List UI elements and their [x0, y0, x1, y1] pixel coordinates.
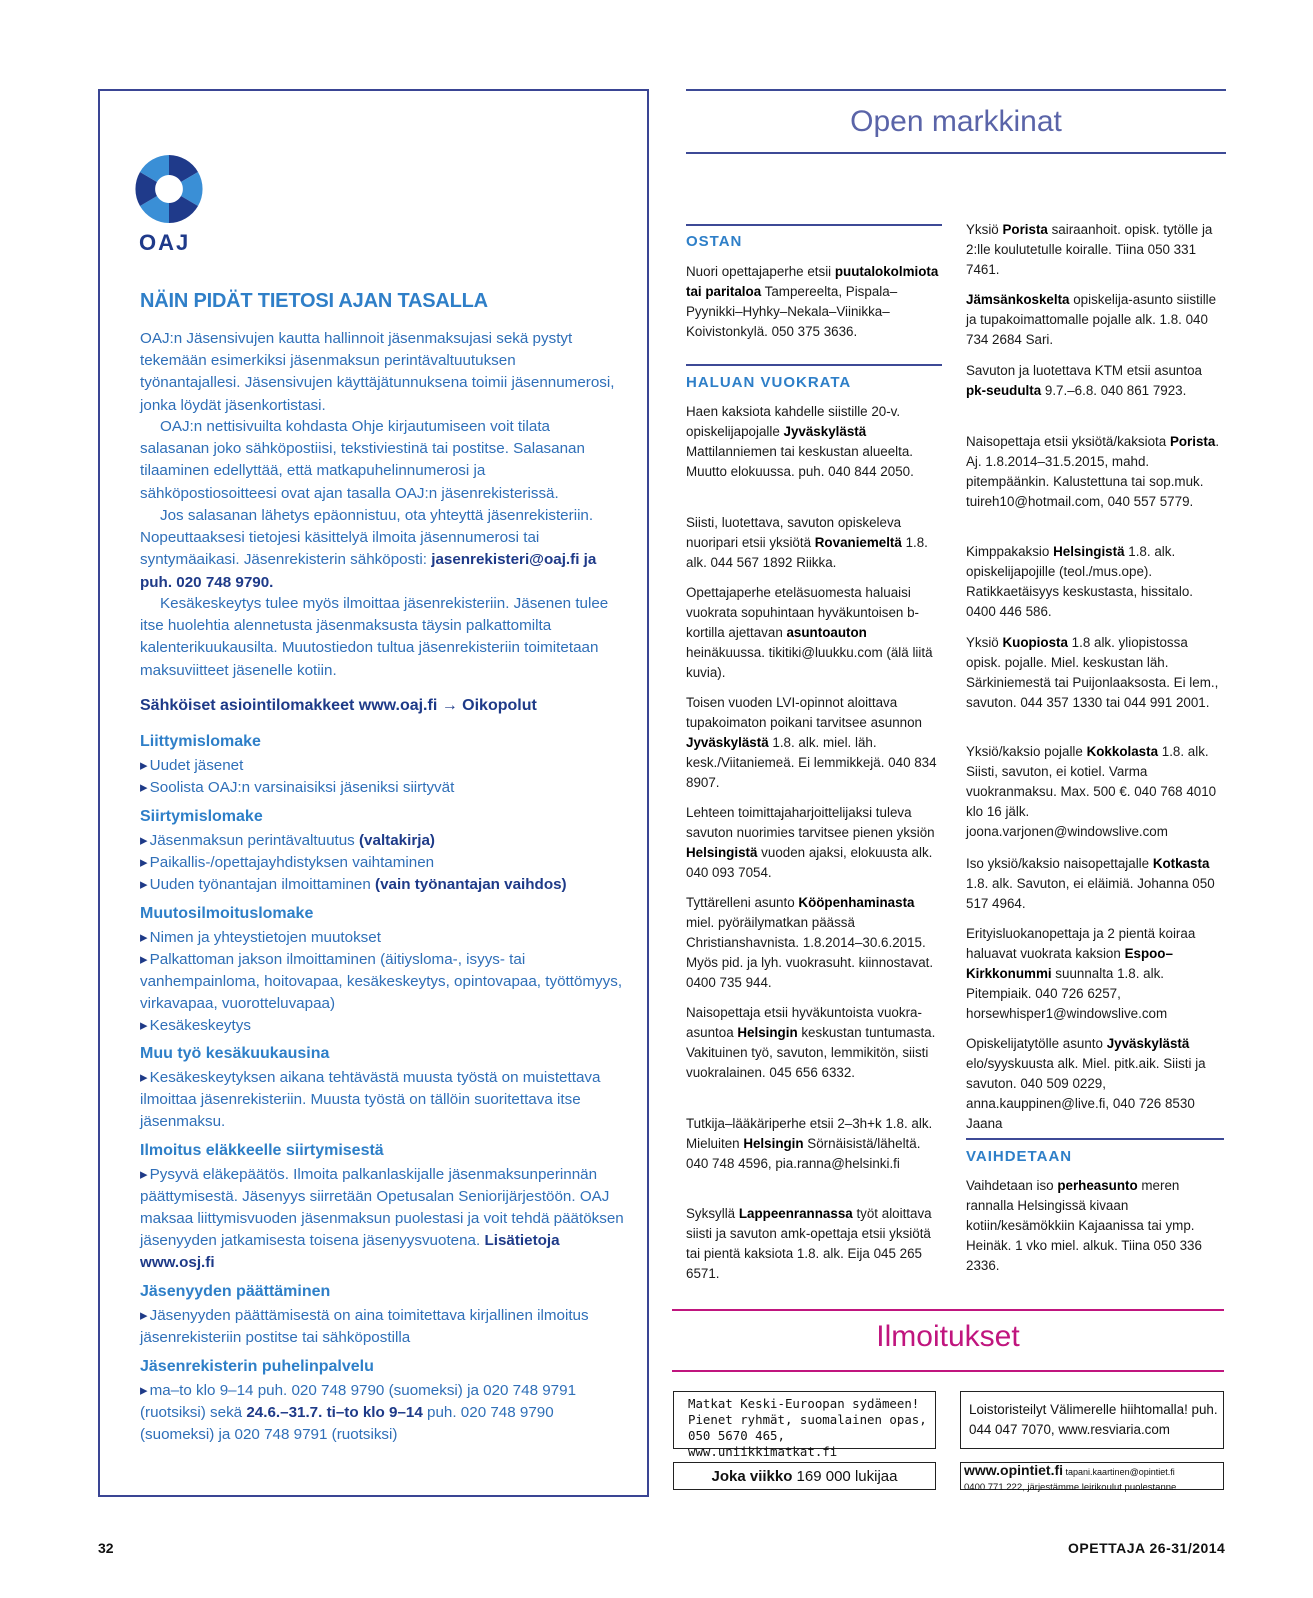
ad-vaihdetaan: Vaihdetaan iso perheasunto meren rannalla Helsingissä kivaan kotiin/kesämökkiin Kajaanissa tai ymp. Heinäk. 1 vko miel. alkuk. Tiina 050 336 2336.	[966, 1178, 1202, 1273]
list-item-emphasis: 24.6.–31.7. ti–to klo 9–14	[246, 1404, 423, 1421]
paragraph-kesakeskeytys: Kesäkeskeytys tulee myös ilmoittaa jäsenrekisteriin. Jäsenen tulee itse huolehtia alennetusta jäsenmaksusta täysin palkattomilta kalenterikuukausilta. Muutostiedon tultua jäsenrekisteriin toimitetaan maksuviitteet jäsenelle kotiin.	[140, 595, 609, 679]
list-item: ▸ Soolista OAJ:n varsinaisiksi jäseniksi siirtyvät	[140, 777, 630, 799]
ad-vuokra-8: Tutkija–lääkäriperhe etsii 2–3h+k 1.8. alk. Mieluiten Helsingin Sörnäisistä/läheltä. 040 748 4596, pia.ranna@helsinki.fi	[686, 1116, 933, 1171]
paragraph-jasensivut: OAJ:n Jäsensivujen kautta hallinnoit jäsenmaksujasi sekä pystyt tekemään esimerkiksi jäsenmaksun perintävaltuutuksen työnantajallesi. Jäsensivujen käyttäjätunnuksena toimii jäsennumerosi, jonka löydät jäsenkortistasi.	[140, 330, 615, 414]
ad-box-uniikkimatkat: Matkat Keski-Euroopan sydämeen! Pienet ryhmät, suomalainen opas, 050 5670 465, www.uniikkimatkat.fi	[673, 1391, 936, 1449]
list-item	[140, 830, 630, 852]
list-item: ▸ Nimen ja yhteystietojen muutokset	[140, 927, 630, 949]
ad-vuokra-18: Erityisluokanopettaja ja 2 pientä koiraa haluavat vuokrata kaksion Espoo–Kirkkonummi suunnalta 1.8. alk. Pitempiaik. 040 726 6257, horsewhisper1@windowslive.com	[966, 926, 1196, 1021]
ad-ostan-1: Nuori opettajaperhe etsii puutalokolmiota tai paritaloa Tampereelta, Pispala–Pyynikki–Hyhky–Nekala–Viinikka–Koivistonkylä. 050 375 3636.	[686, 264, 939, 339]
puhelinpalvelu-list	[140, 1380, 630, 1446]
ilmoitukset-top-rule	[672, 1309, 1224, 1311]
list-item	[140, 874, 630, 896]
opintiet-link[interactable]: www.opintiet.fi	[964, 1462, 1064, 1478]
ad-vuokra-19: Opiskelijatytölle asunto Jyväskylästä elo/syyskuusta alk. Miel. pitk.aik. Siisti ja savuton. 040 509 0229, anna.kauppinen@live.fi, 040 726 8530 Jaana	[966, 1036, 1206, 1131]
ad-vuokra-14: Kimppakaksio Helsingistä 1.8. alk. opiskelijapojille (teol./mus.ope). Ratikkaetäisyys keskustasta, hissitalo. 0400 446 586.	[966, 544, 1193, 619]
register-email-link[interactable]: jasenrekisteri@oaj.fi ja puh. 020 748 9790.	[140, 551, 597, 591]
ilmoitukset-title: Ilmoitukset	[876, 1320, 1020, 1353]
ostan-heading: OSTAN	[686, 233, 743, 250]
ad-vuokra-10: Yksiö Porista sairaanhoit. opisk. tytölle ja 2:lle koulutetulle koiralle. Tiina 050 331 7461.	[966, 222, 1213, 277]
ad-vuokra-3: Opettajaperhe eteläsuomesta haluaisi vuokrata sopuhintaan hyväkuntoisen b-kortilla ajettavan asuntoauton heinäkuussa. tikitiki@luukku.com (älä liitä kuvia).	[686, 585, 933, 680]
ad-vuokra-4: Toisen vuoden LVI-opinnot aloittava tupakoimaton poikani tarvitsee asunnon Jyväskylästä 1.8. alk. miel. läh. kesk./Viitaniemeä. Ei lemmikkejä. 040 834 8907.	[686, 695, 937, 790]
top-rule	[686, 89, 1226, 91]
ad-box-readers	[673, 1462, 936, 1490]
ad-vuokra-12: Savuton ja luotettava KTM etsii asuntoa pk-seudulta 9.7.–6.8. 040 861 7923.	[966, 363, 1202, 398]
open-markkinat-title: Open markkinat	[850, 105, 1062, 138]
section-puhelinpalvelu-title: Jäsenrekisterin puhelinpalvelu	[140, 1358, 374, 1375]
section-elake-title: Ilmoitus eläkkeelle siirtymisestä	[140, 1142, 384, 1159]
page-number: 32	[98, 1540, 114, 1556]
ad-vuokra-2: Siisti, luotettava, savuton opiskeleva nuoripari etsii yksiötä Rovaniemeltä 1.8. alk. 044 567 1892 Riikka.	[686, 515, 928, 570]
info-heading: NÄIN PIDÄT TIETOSI AJAN TASALLA	[140, 290, 488, 312]
ad-vuokra-17: Iso yksiö/kaksio naisopettajalle Kotkasta 1.8. alk. Savuton, ei eläimiä. Johanna 050 517 4964.	[966, 856, 1215, 911]
opintiet-email: tapani.kaartinen@opintiet.fi	[1063, 1467, 1175, 1477]
list-item	[140, 1164, 630, 1274]
list-item: ▸ Uudet jäsenet	[140, 755, 630, 777]
logo-wordmark: OAJ	[139, 230, 191, 255]
section-muu-tyo-title: Muu työ kesäkuukausina	[140, 1045, 330, 1062]
elake-list	[140, 1164, 630, 1274]
paragraph-yhteys-text: Jos salasanan lähetys epäonnistuu, ota yhteyttä jäsenrekisteriin. Nopeuttaaksesi tietojesi käsittelyä ilmoita jäsennumerosi tai syntymäaikasi. Jäsenrekisterin sähköposti:	[140, 507, 594, 569]
muutosilmoitus-list	[140, 927, 630, 1037]
vaihdetaan-rule	[966, 1138, 1224, 1140]
ostan-rule	[686, 224, 942, 226]
ad-vuokra-11: Jämsänkoskelta opiskelija-asunto siistille ja tupakoimattomalle pojalle alk. 1.8. 040 734 2684 Sari.	[966, 292, 1217, 347]
readers-label: Joka viikko	[711, 1468, 793, 1485]
list-item-text: ma–to klo 9–14 puh. 020 748 9790 (suomeksi) ja 020 748 9791 (ruotsiksi) sekä	[140, 1382, 577, 1421]
ad-vuokra-15: Yksiö Kuopiosta 1.8 alk. yliopistossa opisk. pojalle. Miel. keskustan läh. Särkiniemestä tai Puijonlaaksosta. Ei lem., savuton. 044 357 1330 tai 044 991 2001.	[966, 635, 1219, 710]
list-item-text: Uuden työnantajan ilmoittaminen	[149, 876, 376, 893]
ad-vuokra-5: Lehteen toimittajaharjoittelijaksi tuleva savuton nuorimies tarvitsee pienen yksiön Helsingistä vuoden ajaksi, elokuusta alk. 040 093 7054.	[686, 805, 935, 880]
forms-link-line[interactable]: Sähköiset asiointilomakkeet www.oaj.fi → Oikopolut	[140, 697, 537, 714]
paattaminen-list	[140, 1305, 630, 1349]
muu-tyo-list	[140, 1067, 630, 1133]
list-item-text: puh. 020 748 9790 (suomeksi) ja 020 748 9791 (ruotsiksi)	[140, 1404, 554, 1443]
list-item: ▸ Palkattoman jakson ilmoittaminen (äitiysloma-, isyys- tai vanhempainloma, hoitovapaa, kesäkeskeytys, opintovapaa, työttömyys, virkavapaa, vuorotteluvapaa)	[140, 949, 630, 1015]
ad-vuokra-6: Tyttärelleni asunto Kööpenhaminasta miel. pyöräilymatkan päässä Christianshavnista. 1.8.2014–30.6.2015. Myös pid. ja lyh. vuokrasuht. kiinnostavat. 0400 735 944.	[686, 895, 934, 990]
ad-vuokra-1: Haen kaksiota kahdelle siistille 20-v. opiskelijapojalle Jyväskylästä Mattilanniemen tai keskustan alueelta. Muutto elokuussa. puh. 040 844 2050.	[686, 404, 914, 479]
list-item-text: Pysyvä eläkepäätös. Ilmoita palkanlaskijalle jäsenmaksunperinnän päättymisestä. Jäsenyys siirretään Opetusalan Seniorijärjestöön. OAJ maksaa liittymisvuoden jäsenmaksun puolestasi ja voit tehdä päätöksen jäsenyyden jatkamisesta toisena jäsenyysvuotena.	[140, 1166, 624, 1249]
section-siirtymislomake-title: Siirtymislomake	[140, 808, 263, 825]
list-item-text: Jäsenmaksun perintävaltuutus	[149, 832, 359, 849]
ilmoitukset-bottom-rule	[672, 1370, 1224, 1372]
ad-box-resviaria: Loistoristeilyt Välimerelle hiihtomalla! puh. 044 047 7070, www.resviaria.com	[960, 1391, 1224, 1449]
haluan-vuokrata-heading: HALUAN VUOKRATA	[686, 374, 852, 391]
vaihdetaan-heading: VAIHDETAAN	[966, 1148, 1073, 1165]
ad-vuokra-9: Syksyllä Lappeenrannassa työt aloittava siisti ja savuton amk-opettaja etsii yksiötä tai pientä kaksiota 1.8. alk. Eija 045 265 6571.	[686, 1206, 932, 1281]
section-paattaminen-title: Jäsenyyden päättäminen	[140, 1283, 331, 1300]
issue-label: OPETTAJA 26-31/2014	[1068, 1540, 1226, 1556]
list-item: ▸ Jäsenyyden päättämisestä on aina toimitettava kirjallinen ilmoitus jäsenrekisteriin postitse tai sähköpostilla	[140, 1305, 630, 1349]
ad-vuokra-13: Naisopettaja etsii yksiötä/kaksiota Porista. Aj. 1.8.2014–31.5.2015, mahd. pitempäänkin. Kalustettuna tai sop.muk. tuireh10@hotmail.com, 040 557 5779.	[966, 434, 1220, 509]
liittymislomake-list	[140, 755, 630, 799]
haluan-rule	[686, 364, 942, 366]
list-item: ▸ Kesäkeskeytys	[140, 1015, 630, 1037]
ad-vuokra-16: Yksiö/kaksio pojalle Kokkolasta 1.8. alk. Siisti, savuton, ei kotiel. Varma vuokranmaksu. Max. 500 €. 040 768 4010 klo 16 jälk. joona.varjonen@windowslive.com	[966, 744, 1217, 839]
section-liittymislomake-title: Liittymislomake	[140, 733, 261, 750]
oaj-logo-icon	[132, 152, 206, 226]
list-item	[140, 1380, 630, 1446]
paragraph-salasana: OAJ:n nettisivuilta kohdasta Ohje kirjautumiseen voit tilata salasanan joko sähköpostiisi, tekstiviestinä tai postitse. Salasanan tilaaminen edellyttää, että matkapuhelinnumerosi ja sähköpostiosoitteesi ovat ajan tasalla OAJ:n jäsenrekisterissä.	[140, 418, 585, 502]
ad-vuokra-7: Naisopettaja etsii hyväkuntoista vuokra-asuntoa Helsingin keskustan tuntumasta. Vakituinen työ, savuton, lemmikitön, siisti vuokralainen. 045 656 6332.	[686, 1005, 936, 1080]
ad-box-opintiet	[960, 1462, 1224, 1493]
list-item-emphasis: (valtakirja)	[359, 832, 435, 849]
siirtymislomake-list	[140, 830, 630, 896]
list-item: ▸ Paikallis-/opettajayhdistyksen vaihtaminen	[140, 852, 630, 874]
opintiet-phone: 0400 771 222, järjestämme leirikoulut puolestanne	[964, 1482, 1177, 1493]
title-rule	[686, 152, 1226, 154]
section-muutosilmoitus-title: Muutosilmoituslomake	[140, 905, 314, 922]
paragraph-yhteys	[140, 505, 620, 594]
list-item: ▸ Kesäkeskeytyksen aikana tehtävästä muusta työstä on muistettava ilmoittaa jäsenrekisteriin. Muusta työstä on tällöin suoritettava itse jäsenmaksu.	[140, 1067, 630, 1133]
osj-link[interactable]: Lisätietoja www.osj.fi	[140, 1232, 560, 1271]
readers-count: 169 000 lukijaa	[792, 1468, 898, 1485]
list-item-emphasis: (vain työnantajan vaihdos)	[375, 876, 567, 893]
